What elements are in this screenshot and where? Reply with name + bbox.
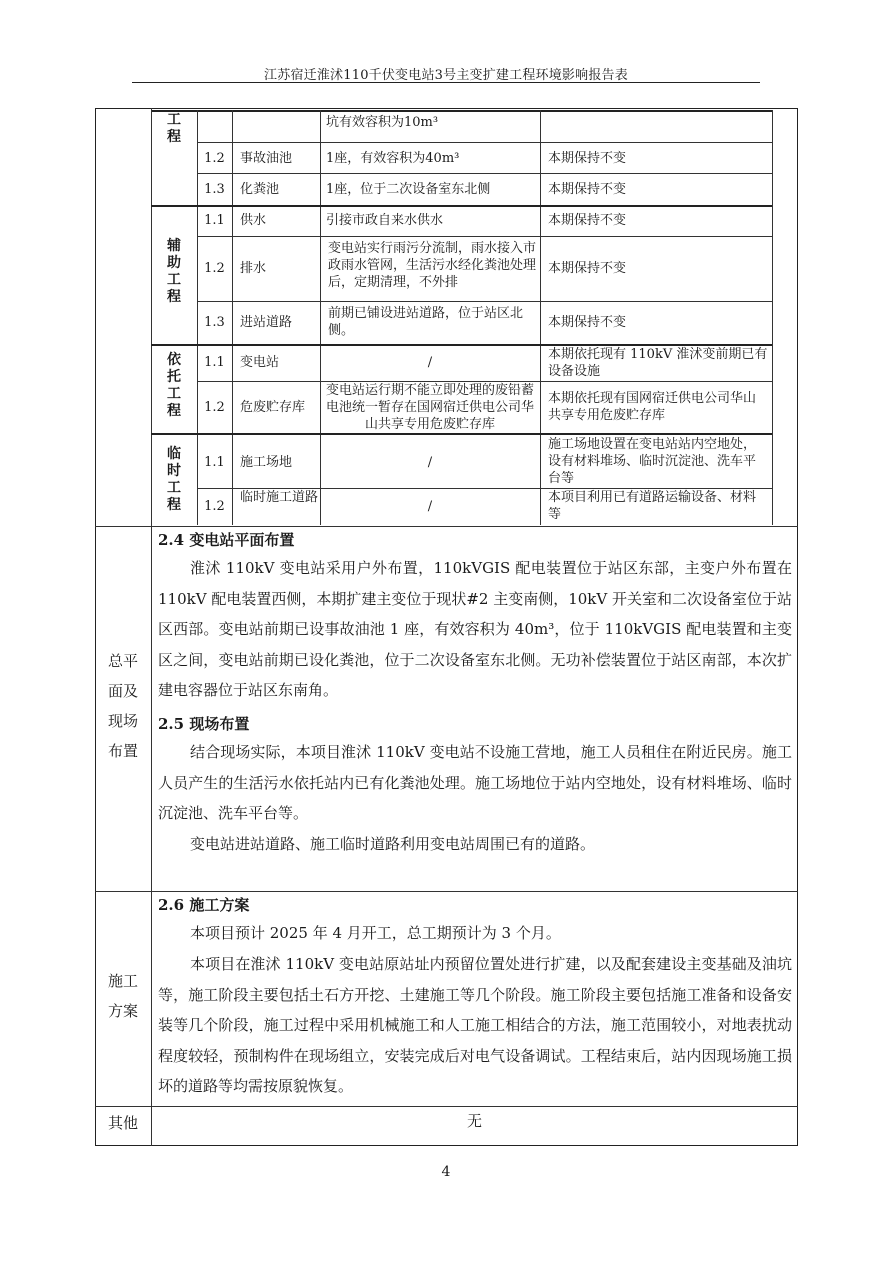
group-line: [151, 433, 772, 435]
table-cell-num: 1.1: [204, 213, 225, 228]
table-cell-content: 引接市政自来水供水: [326, 213, 444, 228]
table-cell-note: 本期依托现有国网宿迁供电公司华山共享专用危废贮存库: [548, 391, 757, 423]
row-line: [197, 173, 772, 174]
table-cell-note: 本期保持不变: [548, 182, 627, 197]
table-cell-item: 排水: [240, 261, 267, 276]
table-cell-item: 供水: [240, 213, 267, 228]
row-line: [197, 236, 772, 237]
table-cell-content: 变电站运行期不能立即处理的废铅蓄电池统一暂存在国网宿迁供电公司华山共享专用危废贮存库: [325, 383, 534, 432]
table-cell-content: /: [427, 355, 433, 370]
section-divider: [95, 891, 798, 892]
table-cell-note: 本期保持不变: [548, 261, 627, 276]
table-cell-content: 坑有效容积为10m³: [326, 115, 439, 130]
table-cell-num: 1.3: [204, 182, 225, 197]
table-cell-note: 本项目利用已有道路运输设备、材料等: [548, 490, 757, 522]
table-cell-item: 变电站: [240, 355, 280, 370]
other-value: 无: [466, 1112, 482, 1130]
table-cell-num: 1.2: [204, 499, 225, 514]
table-cell-note: 施工场地设置在变电站站内空地处，设有材料堆场、临时沉淀池、洗车平台等: [548, 437, 757, 486]
table-cell-item: 事故油池: [240, 151, 293, 166]
section-label-layout: 总平 面及 现场 布置: [107, 652, 138, 760]
table-cell-num: 1.2: [204, 151, 225, 166]
paragraph-2-6a: 本项目预计 2025 年 4 月开工，总工期预计为 3 个月。: [190, 924, 561, 942]
paragraph-2-5b: 变电站进站道路、施工临时道路利用变电站周围已有的道路。: [190, 835, 596, 853]
table-cell-item: 危废贮存库: [240, 400, 306, 415]
section-title-2-5: 2.5 现场布置: [158, 715, 250, 733]
group-label-auxiliary: 辅 助 工 程: [167, 238, 181, 305]
table-cell-item: 进站道路: [240, 315, 293, 330]
group-label-engineering: 工 程: [167, 112, 181, 145]
table-cell-content: 1座，有效容积为40m³: [326, 151, 460, 166]
paragraph-2-4: 淮沭 110kV 变电站采用户外布置，110kVGIS 配电装置位于站区东部，主变户外布置在 110kV 配电装置西侧，本期扩建主变位于现状#2 主变南侧，10kV 开关室和二次设备室位于站区西部。变电站前期已设事故油池 1 座，有效容积为 40m³，位于 110kVGIS 配电装置和主变区之间，变电站前期已设化粪池，位于二次设备室东北侧。无功补偿装置位于站区南部，本次扩建电容器位于站区东南角。: [158, 559, 792, 699]
page-number: 4: [441, 1164, 451, 1180]
section-title-2-4: 2.4 变电站平面布置: [158, 531, 295, 549]
table-cell-num: 1.3: [204, 315, 225, 330]
col-divider-right: [772, 110, 773, 525]
table-cell-content: 1座，位于二次设备室东北侧: [326, 182, 491, 197]
table-cell-content: /: [427, 499, 433, 514]
group-label-dependent: 依 托 工 程: [167, 352, 181, 419]
table-cell-content: 前期已铺设进站道路，位于站区北侧。: [328, 306, 524, 338]
table-cell-note: 本期保持不变: [548, 315, 627, 330]
table-cell-item: 施工场地: [240, 455, 293, 470]
header-rule: [132, 82, 760, 83]
table-cell-num: 1.2: [204, 261, 225, 276]
group-label-temporary: 临 时 工 程: [167, 446, 181, 513]
group-line: [151, 205, 772, 207]
table-cell-note: 本期保持不变: [548, 151, 627, 166]
table-cell-note: 本期保持不变: [548, 213, 627, 228]
document-header: 江苏宿迁淮沭110千伏变电站3号主变扩建工程环境影响报告表: [264, 68, 628, 83]
table-cell-note: 本期依托现有 110kV 淮沭变前期已有设备设施: [548, 347, 768, 379]
section-divider: [95, 526, 798, 527]
paragraph-2-6b: 本项目在淮沭 110kV 变电站原站址内预留位置处进行扩建，以及配套建设主变基础及油坑等，施工阶段主要包括土石方开挖、土建施工等几个阶段。施工阶段主要包括施工准备和设备安装等几个阶段，施工过程中采用机械施工和人工施工相结合的方法，施工范围较小，对地表扰动程度较轻，预制构件在现场组立，安装完成后对电气设备调试。工程结束后，站内因现场施工损坏的道路等均需按原貌恢复。: [158, 955, 792, 1095]
table-cell-num: 1.2: [204, 400, 225, 415]
row-line: [197, 301, 772, 302]
table-cell-content: /: [427, 455, 433, 470]
table-cell-num: 1.1: [204, 455, 225, 470]
table-top-rule: [151, 110, 772, 112]
section-title-2-6: 2.6 施工方案: [158, 896, 250, 914]
table-cell-item: 临时施工道路: [240, 490, 319, 505]
table-cell-num: 1.1: [204, 355, 225, 370]
table-cell-content: 变电站实行雨污分流制，雨水接入市政雨水管网，生活污水经化粪池处理后，定期清理，不外排: [328, 241, 537, 290]
table-cell-item: 化粪池: [240, 182, 280, 197]
section-label-construction: 施工 方案: [107, 972, 138, 1020]
row-line: [197, 142, 772, 143]
section-label-other: 其他: [107, 1114, 138, 1132]
paragraph-2-5a: 结合现场实际，本项目淮沭 110kV 变电站不设施工营地，施工人员租住在附近民房。施工人员产生的生活污水依托站内已有化粪池处理。施工场地位于站内空地处，设有材料堆场、临时沉淀池、洗车平台等。: [158, 743, 792, 822]
section-divider: [95, 1106, 798, 1107]
left-col-divider: [151, 108, 152, 1146]
